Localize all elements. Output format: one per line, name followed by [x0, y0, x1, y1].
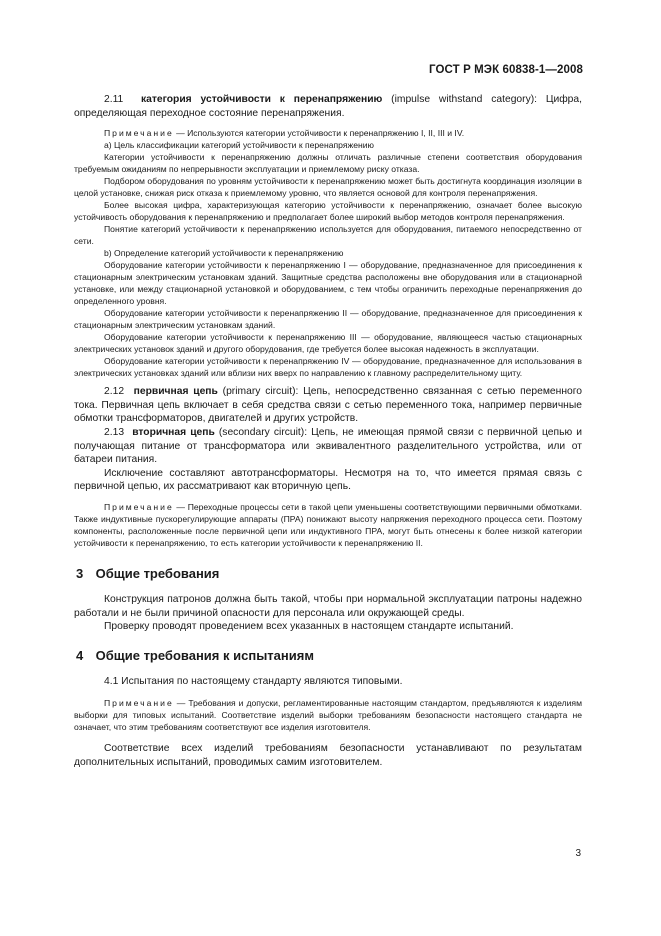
page-number: 3	[575, 848, 581, 859]
clause-2-13-p2: Исключение составляют автотрансформаторы. Несмотря на то, что имеется прямая связь с первичной цепью, их рассматривают как вторичную цепь.	[74, 467, 582, 493]
subclause-a-p4: Понятие категорий устойчивости к перенапряжению используется для оборудования, питаемого непосредственно от сети.	[74, 224, 582, 247]
standard-header: ГОСТ Р МЭК 60838-1—2008	[429, 64, 583, 76]
page-content	[74, 93, 582, 770]
note-2: Примечание — Переходные процессы сети в такой цепи уменьшены соответствующими первичными обмотками. Также индуктивные пускорегулирующие аппараты (ПРА) понижают высоту напряжения переходного процесса сети. Поэтому компоненты, расположенные после первичной цепи или индуктивного ПРА, могут быть отнесены к более низкой категории устойчивости к перенапряжению, то есть категории устойчивости к перенапряжению II.	[74, 501, 582, 548]
subclause-b-p3: Оборудование категории устойчивости к перенапряжению III — оборудование, являющееся частью стационарных электрических установок зданий и другого оборудования, где требуется более высокая надежность в эксплуатации.	[74, 332, 582, 355]
subclause-a-p3: Более высокая цифра, характеризующая категорию устойчивости к перенапряжению, означает более высокую устойчивость оборудования к перенапряжению и предполагает более широкий выбор методов контроля перенапряжения.	[74, 200, 582, 223]
section-3-heading: 3 Общие требования	[76, 565, 220, 581]
clause-4-1-p2: Соответствие всех изделий требованиям безопасности устанавливают по результатам дополнительных испытаний, проводимых самим изготовителем.	[74, 743, 582, 768]
term-2-11: категория устойчивости к перенапряжению	[140, 94, 383, 105]
term-2-13: вторичная цепь	[132, 426, 215, 438]
section-3-p2: Проверку проводят проведением всех указанных в настоящем стандарте испытаний.	[104, 621, 514, 633]
note-3: Примечание — Требования и допуски, регламентированные настоящим стандартом, предъявляются к изделиям выборки для типовых испытаний. Соответствие изделий выборки требованиям безопасности настоящего стандарта не означает, что этим требованиям соответствуют все изделия изготовителя.	[74, 698, 582, 733]
section-3-p1: Конструкция патронов должна быть такой, чтобы при нормальной эксплуатации патроны надежно работали и не были причиной опасности для персонала или окружающей среды.	[74, 593, 582, 619]
subclause-b-p1: Оборудование категории устойчивости к перенапряжению I — оборудование, предназначенное для присоединения к стационарным электрическим установкам зданий. Защитные средства расположены вне оборудования или в стационарной установке, или между стационарной установкой и оборудованием, с тем чтобы ограничить переходные перенапряжения до определенного уровня.	[74, 260, 582, 307]
subclause-a-p1: Категории устойчивости к перенапряжению должны отличать различные степени соответствия оборудования требуемым ожиданиям по непрерывности эксплуатации и приемлемому риску отказа.	[74, 152, 582, 175]
clause-4-1: 4.1 Испытания по настоящему стандарту являются типовыми.	[104, 675, 403, 687]
subclause-a-title: а) Цель классификации категорий устойчивости к перенапряжению	[104, 140, 375, 151]
note-1: Примечание — Используются категории устойчивости к перенапряжению I, II, III и IV.	[104, 128, 465, 139]
section-4-heading: 4 Общие требования к испытаниям	[76, 647, 314, 663]
subclause-b-p4: Оборудование категории устойчивости к перенапряжению IV — оборудование, предназначенное для использования в электрических установках зданий или вблизи них вверх по направлению к главному распределительному щиту.	[74, 356, 582, 379]
subclause-b-p2: Оборудование категории устойчивости к перенапряжению II — оборудование, предназначенное для присоединения к стационарным электрическим установкам зданий.	[74, 308, 582, 331]
subclause-b-title: b) Определение категорий устойчивости к перенапряжению	[104, 248, 344, 259]
clause-2-12: 2.12 первичная цепь (primary circuit): Цепь, непосредственно связанная с сетью переменного тока. Первичная цепь включает в себя средства связи с сетью переменного тока, например первичные обмотки трансформаторов, двигателей и других устройств.	[74, 386, 582, 425]
term-2-12: первичная цепь	[133, 386, 218, 398]
clause-2-11: 2.11 категория устойчивости к перенапряжению (impulse withstand category): Цифра, определяющая переходное состояние перенапряжения.	[74, 94, 582, 119]
subclause-a-p2: Подбором оборудования по уровням устойчивости к перенапряжению может быть достигнута координация изоляции в целой установке, снижая риск отказа к приемлемому уровню, что является основой для контроля перенапряжения.	[74, 176, 582, 199]
clause-2-13: 2.13 вторичная цепь (secondary circuit): Цепь, не имеющая прямой связи с первичной цепью и получающая питание от трансформатора или эквивалентного разделительного устройства, или от батареи питания.	[74, 426, 582, 466]
